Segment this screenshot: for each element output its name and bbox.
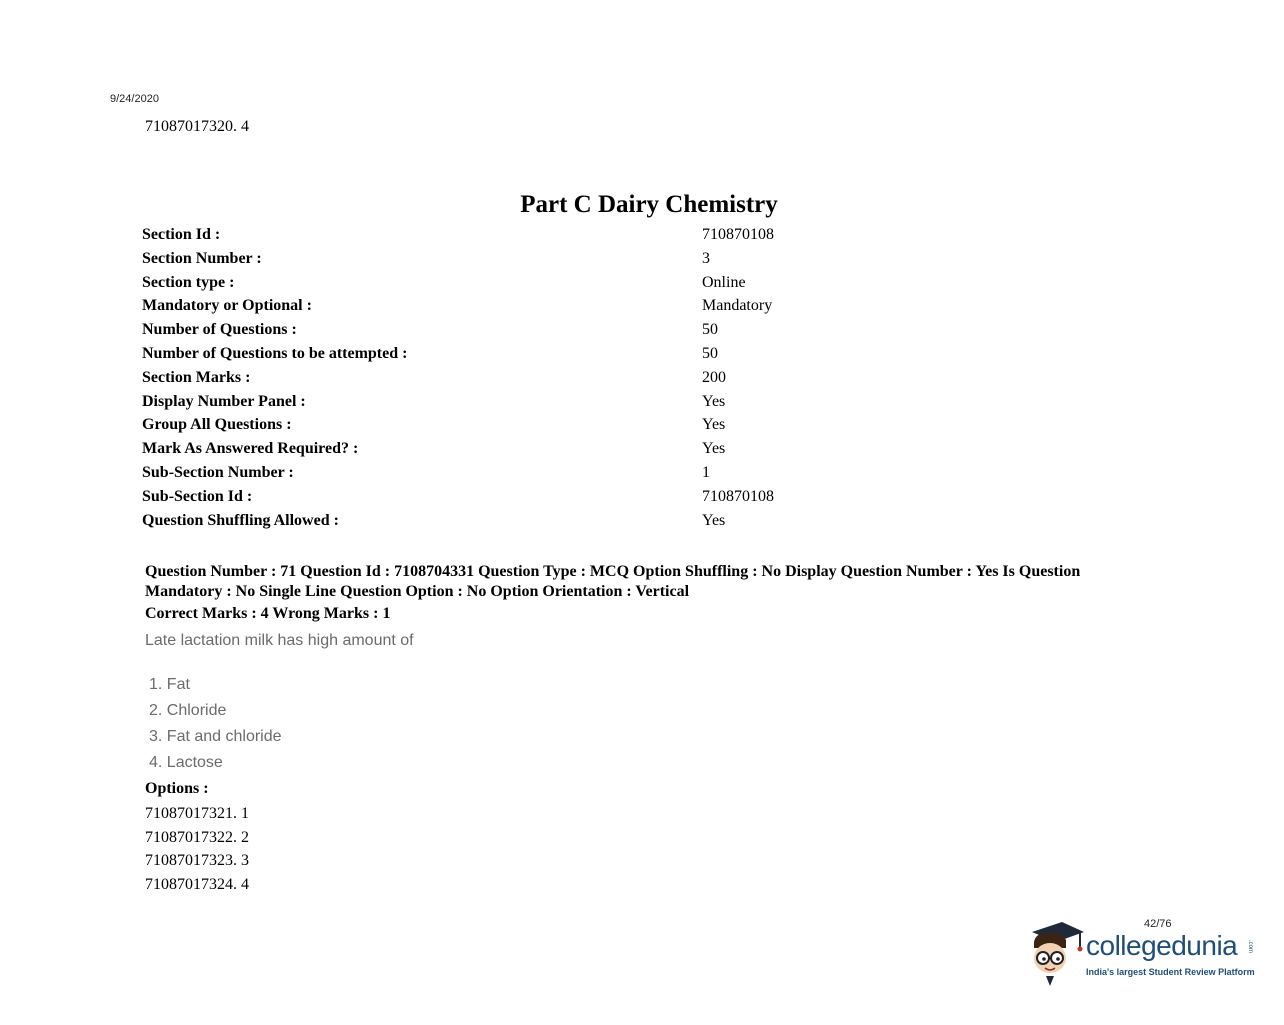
print-date: 9/24/2020 [110, 93, 159, 105]
option-id-list [145, 804, 249, 899]
info-value: 710870108 [702, 487, 774, 505]
brand-tagline: India's largest Student Review Platform [1086, 967, 1255, 977]
info-row [142, 439, 842, 463]
info-row [142, 273, 842, 297]
info-label: Question Shuffling Allowed : [142, 511, 339, 529]
answer-choice: 4. Lactose [149, 754, 223, 771]
info-value: Yes [702, 416, 726, 434]
info-label: Sub-Section Number : [142, 463, 294, 481]
section-info-table [142, 225, 842, 534]
info-label: Section Marks : [142, 368, 251, 386]
previous-option-id: 71087017320. 4 [145, 118, 249, 135]
info-label: Number of Questions to be attempted : [142, 344, 408, 362]
answer-choices [149, 675, 282, 779]
info-value: Yes [702, 392, 726, 410]
info-label: Number of Questions : [142, 321, 297, 339]
brand-logo [1026, 918, 1266, 990]
info-row [142, 344, 842, 368]
info-value: 1 [702, 463, 710, 481]
question-marks: Correct Marks : 4 Wrong Marks : 1 [145, 605, 391, 622]
answer-choice: 2. Chloride [149, 702, 227, 719]
info-label: Mark As Answered Required? : [142, 440, 359, 458]
brand-name: collegedunia [1086, 930, 1238, 961]
info-label: Sub-Section Id : [142, 487, 253, 505]
info-value: Yes [702, 511, 726, 529]
info-value: 200 [702, 368, 726, 386]
info-value: Online [702, 273, 746, 291]
info-value: 50 [702, 344, 718, 362]
info-row [142, 249, 842, 273]
section-title: Part C Dairy Chemistry [520, 191, 778, 218]
info-row [142, 296, 842, 320]
option-id: 71087017324. 4 [145, 876, 249, 894]
option-id: 71087017322. 2 [145, 828, 249, 846]
page-number: 42/76 [1144, 918, 1172, 930]
question-text: Late lactation milk has high amount of [145, 632, 414, 649]
info-row [142, 415, 842, 439]
brand-tld: .com [1247, 940, 1253, 954]
info-value: 3 [702, 249, 710, 267]
info-label: Section Number : [142, 249, 262, 267]
info-row [142, 320, 842, 344]
info-value: Mandatory [702, 297, 773, 315]
info-label: Section Id : [142, 226, 221, 243]
question-metadata: Question Number : 71 Question Id : 7108704331 Question Type : MCQ Option Shuffling : No Display Question Number : Yes Is Question Mandatory : No Single Line Question Option : No Option Orientation : Vertical [145, 563, 1081, 600]
info-value: 50 [702, 321, 718, 339]
info-row [142, 487, 842, 511]
option-id: 71087017323. 3 [145, 852, 249, 870]
mascot-icon [1026, 918, 1088, 990]
info-value: Yes [702, 440, 726, 458]
info-row [142, 463, 842, 487]
info-label: Group All Questions : [142, 416, 292, 434]
info-value: 710870108 [702, 226, 774, 243]
info-row [142, 511, 842, 535]
info-label: Display Number Panel : [142, 392, 306, 410]
info-row [142, 368, 842, 392]
answer-choice: 1. Fat [149, 676, 190, 693]
info-label: Mandatory or Optional : [142, 297, 312, 315]
option-id: 71087017321. 1 [145, 805, 249, 822]
info-label: Section type : [142, 273, 235, 291]
info-row [142, 225, 842, 249]
info-row [142, 392, 842, 416]
options-label: Options : [145, 780, 209, 797]
answer-choice: 3. Fat and chloride [149, 728, 282, 745]
